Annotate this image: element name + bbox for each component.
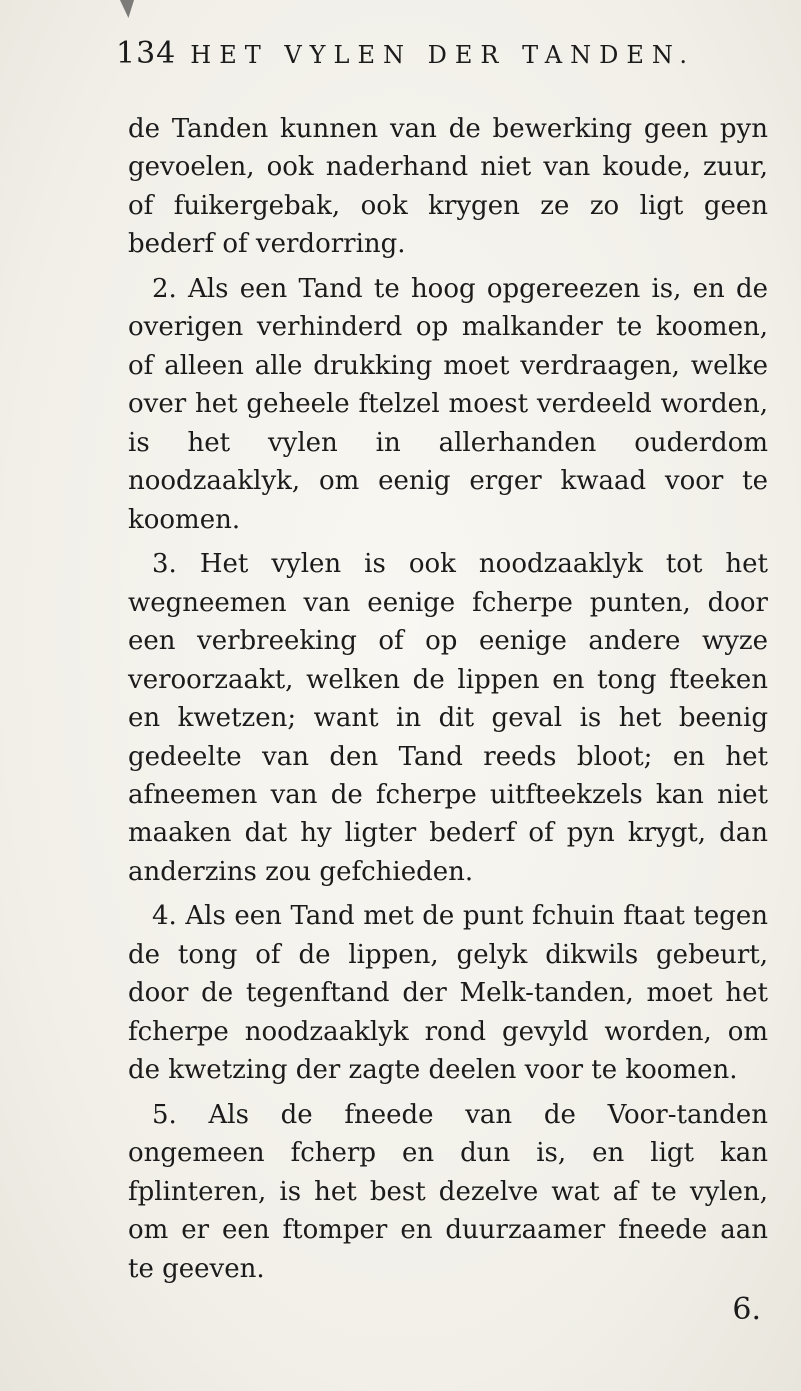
page-header — [116, 36, 695, 71]
page-number: 134 — [116, 36, 177, 71]
catchword: 6. — [732, 1292, 761, 1327]
page-corner-mark — [120, 0, 134, 18]
paragraph-5: 5. Als de fneede van de Voor-tanden ongemeen fcherp en dun is, en ligt kan fplinteren, is het best dezelve wat af te vylen, om er een ftomper en duurzaamer fneede aan te geeven. — [128, 1099, 768, 1284]
paragraph-4: 4. Als een Tand met de punt fchuin ftaat tegen de tong of de lippen, gelyk dikwils gebeurt, door de tegenftand der Melk-tanden, moet het fcherpe noodzaaklyk rond gevyld worden, om de kwetzing der zagte deelen voor te koomen. — [128, 901, 768, 1086]
paragraph-continuation: de Tanden kunnen van de bewerking geen pyn gevoelen, ook naderhand niet van koude, zuur, of fuikergebak, ook krygen ze zo ligt geen bederf of verdorring. — [128, 114, 768, 260]
paragraph-3: 3. Het vylen is ook noodzaaklyk tot het wegneemen van eenige fcherpe punten, door een verbreeking of op eenige andere wyze veroorzaakt, welken de lippen en tong fteeken en kwetzen; want in dit geval is het beenig gedeelte van den Tand reeds bloot; en het afneemen van de fcherpe uitfteekzels kan niet maaken dat hy ligter bederf of pyn krygt, dan anderzins zou gefchieden. — [128, 549, 768, 887]
paragraph-2: 2. Als een Tand te hoog opgereezen is, en de overigen verhinderd op malkander te koomen, of alleen alle drukking moet verdraagen, welke over het geheele ftelzel moest verdeeld worden, is het vylen in allerhanden ouderdom noodzaaklyk, om eenig erger kwaad voor te koomen. — [128, 273, 768, 535]
running-head: HET VYLEN DER TANDEN. — [190, 41, 695, 69]
body-text — [128, 110, 768, 1294]
